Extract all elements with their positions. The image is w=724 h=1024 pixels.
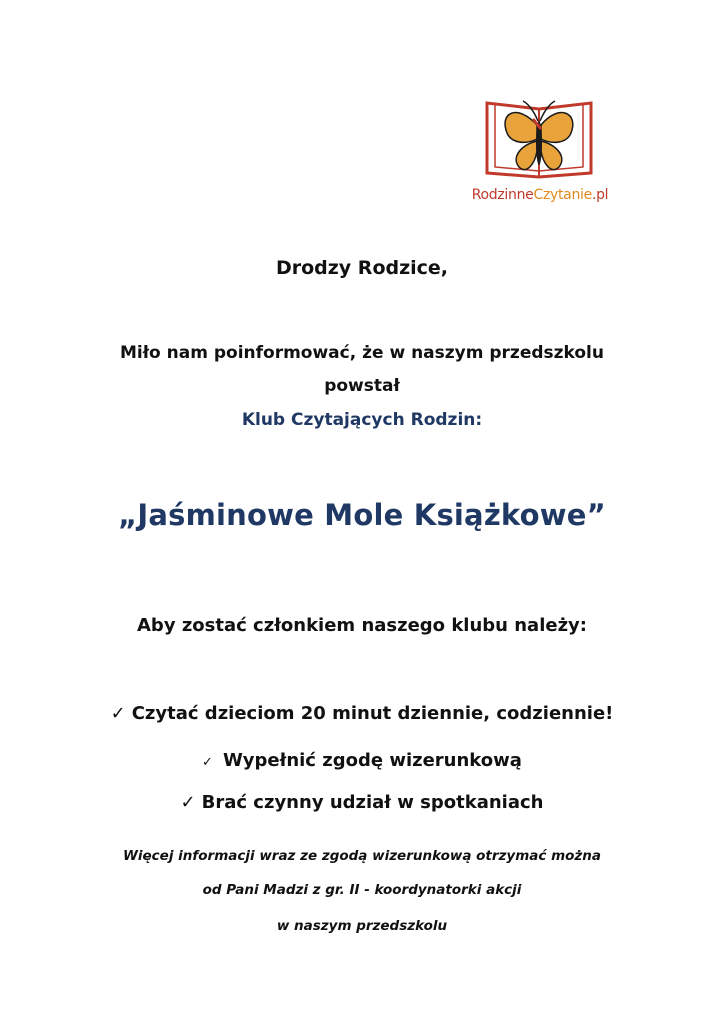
greeting: Drodzy Rodzice, [275,257,449,279]
requirement-item [0,792,724,813]
requirement-item [0,703,724,724]
info-line-3: w naszym przedszkolu [276,918,448,934]
butterfly-book-icon [455,95,625,190]
requirement-text: Wypełnić zgodę wizerunkową [222,750,522,771]
club-label: Klub Czytających Rodzin: [241,410,483,430]
logo-text-part1: Rodzinne [471,187,534,203]
requirement-text: Czytać dzieciom 20 minut dziennie, codziennie! [131,703,614,724]
check-icon: ✓ [110,703,126,724]
logo-text-part3: .pl [591,187,609,203]
check-icon: ✓ [202,755,213,770]
info-line-1: Więcej informacji wraz ze zgodą wizerunkową otrzymać można [122,848,601,864]
intro-line-2: powstał [324,376,400,396]
logo [455,95,625,220]
logo-text-part2: Czytanie [533,187,592,203]
intro-line-1: Miło nam poinformować, że w naszym przedszkolu [119,343,604,363]
requirement-text: Brać czynny udział w spotkaniach [201,792,544,813]
club-name-title: „Jaśminowe Mole Książkowe” [118,498,606,532]
logo-wordmark [455,187,625,203]
requirement-item [0,750,724,771]
conditions-title: Aby zostać członkiem naszego klubu należy: [137,615,587,636]
info-line-2: od Pani Madzi z gr. II - koordynatorki akcji [202,882,522,898]
check-icon: ✓ [180,792,196,813]
